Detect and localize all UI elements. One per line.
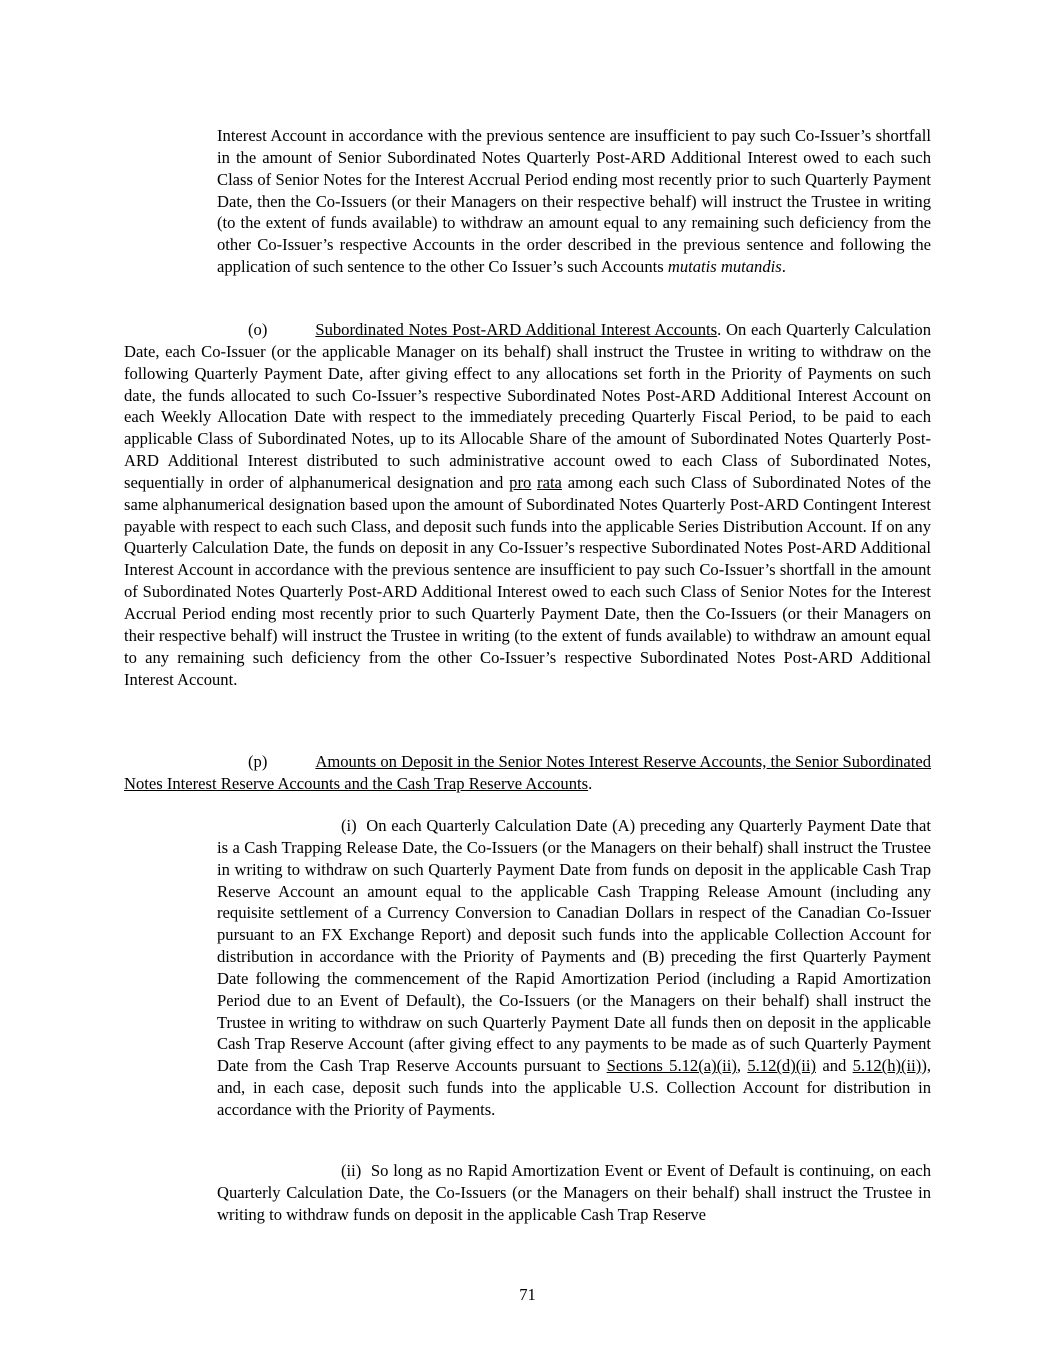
paragraph-label-p: (p) <box>248 752 268 771</box>
page-number: 71 <box>519 1285 536 1304</box>
separator-text: , <box>736 1056 748 1076</box>
paragraph-label-o: (o) <box>248 320 268 339</box>
italic-phrase: mutatis mutandis <box>667 257 782 277</box>
section-reference-link: 5.12(d)(ii) <box>747 1056 817 1076</box>
underlined-term-rata: rata <box>537 472 562 492</box>
paragraph-text: So long as no Rapid Amortization Event or Event of Default is continuing, on each Quarterly Calculation Date, the Co-Issuers (or the Managers on their behalf) shall instruct the Trustee in writing to withdraw funds on deposit in the applicable Cash Trap Reserve <box>217 1161 931 1224</box>
paragraph-o <box>124 319 931 690</box>
underlined-term-pro: pro <box>509 472 532 492</box>
paragraph-text: Interest Account in accordance with the previous sentence are insufficient to pay such Co-Issuer’s shortfall in the amount of Senior Subordinated Notes Quarterly Post-ARD Additional Interest owed to each such Class of Senior Notes for the Interest Accrual Period ending most recently prior to such Quarterly Payment Date, then the Co-Issuers (or their Managers on their respective behalf) will instruct the Trustee in writing (to the extent of funds available) to withdraw an amount equal to any remaining such deficiency from the other Co-Issuer’s respective Accounts in the order described in the previous sentence and following the application of such sentence to the other Co Issuer’s such Accounts <box>217 126 931 277</box>
paragraph-text: On each Quarterly Calculation Date (A) preceding any Quarterly Payment Date that is a Cash Trapping Release Date, the Co-Issuers (or the Managers on their behalf) shall instruct the Trustee in writing to withdraw on such Quarterly Payment Date from funds on deposit in the applicable Cash Trap Reserve Account an amount equal to the applicable Cash Trapping Release Amount (including any requisite settlement of a Currency Conversion to Canadian Dollars in respect of the Canadian Co-Issuer pursuant to an FX Exchange Report) and deposit such funds into the applicable Collection Account for distribution in accordance with the Priority of Payments and (B) preceding the first Quarterly Payment Date following the commencement of the Rapid Amortization Period (including a Rapid Amortization Period due to an Event of Default), the Co-Issuers (or the Managers on their behalf) shall instruct the Trustee in writing to withdraw on such Quarterly Payment Date all funds then on deposit in the applicable Cash Trap Reserve Account (after giving effect to any payments to be made as of such Quarterly Payment Date from the Cash Trap Reserve Accounts pursuant to <box>217 816 932 1076</box>
paragraph-heading-p: Amounts on Deposit in the Senior Notes Interest Reserve Accounts, the Senior Subordinated Notes Interest Reserve Accounts and the Cash Trap Reserve Accounts <box>124 752 931 793</box>
paragraph-text-end: ), and, in each case, deposit such funds into the applicable U.S. Collection Account for distribution in accordance with the Priority of Payments. <box>217 1056 931 1119</box>
paragraph-text-end: among each such Class of Subordinated Notes of the same alphanumerical designation based upon the amount of Subordinated Notes Quarterly Post-ARD Contingent Interest payable with respect to each such Class, and deposit such funds into the applicable Series Distribution Account. If on any Quarterly Calculation Date, the funds on deposit in any Co-Issuer’s respective Subordinated Notes Post-ARD Additional Interest Account in accordance with the previous sentence are insufficient to pay such Co-Issuer’s shortfall in the amount of Subordinated Notes Quarterly Post-ARD Additional Interest owed to each such Class of Senior Notes for the Interest Accrual Period ending most recently prior to such Quarterly Payment Date, then the Co-Issuers (or their Managers on their respective behalf) will instruct the Trustee in writing (to the extent of funds available) to withdraw an amount equal to any remaining such deficiency from the other Co-Issuer’s respective Subordinated Notes Post-ARD Additional Interest Account. <box>124 472 931 689</box>
subparagraph-label-ii: (ii) <box>341 1161 362 1180</box>
paragraph-text: . <box>588 773 593 793</box>
subparagraph-label-i: (i) <box>341 816 357 835</box>
separator-text: and <box>816 1056 853 1076</box>
paragraph-text: . On each Quarterly Calculation Date, each Co-Issuer (or the applicable Manager on its behalf) shall instruct the Trustee in writing to withdraw on the following Quarterly Payment Date, after giving effect to any allocations set forth in the Priority of Payments on such date, the funds allocated to such Co-Issuer’s respective Subordinated Notes Post-ARD Additional Interest Account on each Weekly Allocation Date with respect to the immediately preceding Quarterly Fiscal Period, to be paid to each applicable Class of Subordinated Notes, up to its Allocable Share of the amount of Subordinated Notes Quarterly Post-ARD Additional Interest distributed to such administrative account owed to each Class of Subordinated Notes, sequentially in order of alphanumerical designation and <box>124 320 931 492</box>
paragraph-text-end: . <box>781 257 786 277</box>
paragraph-continuation <box>217 125 931 278</box>
paragraph-p <box>124 751 931 795</box>
paragraph-heading-o: Subordinated Notes Post-ARD Additional Interest Accounts <box>315 320 718 339</box>
subparagraph-p-i <box>217 815 931 1121</box>
section-reference-link: 5.12(h)(ii) <box>852 1056 922 1076</box>
subparagraph-p-ii <box>217 1160 931 1226</box>
section-reference-link: Sections 5.12(a)(ii) <box>606 1056 737 1076</box>
